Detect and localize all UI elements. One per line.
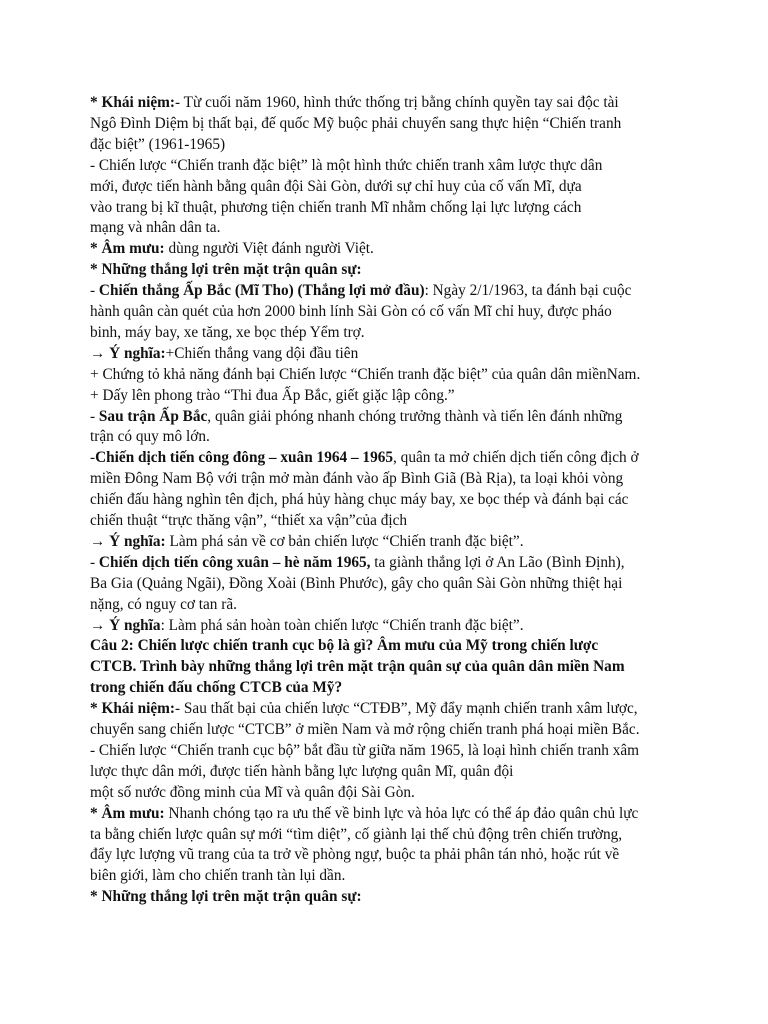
- bold-text: Câu 2: Chiến lược chiến tranh cục bộ là gì? Âm mưu của Mỹ trong chiến lược: [90, 637, 599, 655]
- text-line: [90, 720, 640, 740]
- text-line: [90, 866, 345, 886]
- text-run: -: [90, 553, 99, 571]
- bold-text: Chiến dịch tiến công xuân – hè năm 1965,: [98, 553, 371, 571]
- text-line: [90, 741, 639, 761]
- text-run: , quân ta mở chiến dịch tiến công địch ở: [393, 449, 639, 467]
- text-run: hành quân càn quét của hơn 2000 binh lính Sài Gòn có cố vấn Mĩ chỉ huy, được pháo: [90, 303, 612, 320]
- bold-text: Ý nghĩa: [109, 616, 161, 634]
- text-line: [90, 595, 237, 615]
- text-line: [90, 804, 638, 824]
- bold-text: Chiến dịch tiến công đông – xuân 1964 – 1965: [95, 449, 394, 467]
- text-run: +Chiến thắng vang dội đầu tiên: [165, 344, 359, 362]
- text-line: [90, 135, 225, 155]
- text-line: [90, 845, 619, 865]
- text-run: →: [90, 344, 110, 362]
- text-run: , quân giải phóng nhanh chóng trưởng thành và tiến lên đánh những: [207, 407, 623, 425]
- text-line: [90, 198, 581, 218]
- text-run: nặng, có nguy cơ tan rã.: [90, 595, 237, 613]
- text-line: [90, 574, 622, 594]
- bold-text: * Khái niệm:: [90, 94, 175, 111]
- text-line: [90, 553, 625, 573]
- text-run: mạng và nhân dân ta.: [90, 219, 221, 237]
- text-line: [90, 344, 358, 364]
- text-run: - Chiến lược “Chiến tranh cục bộ” bắt đầu từ giữa năm 1965, là loại hình chiến tranh xâm: [90, 741, 640, 759]
- text-run: đặc biệt” (1961-1965): [90, 135, 226, 153]
- text-run: + Dấy lên phong trào “Thi đua Ấp Bắc, giết giặc lập công.”: [90, 386, 455, 404]
- text-line: [90, 448, 639, 468]
- text-run: lược thực dân mới, được tiến hành bằng lực lượng quân Mĩ, quân đội: [90, 762, 514, 780]
- text-line: [90, 239, 374, 259]
- text-run: + Chứng tỏ khả năng đánh bại Chiến lược “Chiến tranh đặc biệt” của quân dân miềnNam.: [90, 365, 641, 383]
- text-line: [90, 427, 210, 447]
- text-run: trận có quy mô lớn.: [90, 428, 210, 446]
- bold-text: CTCB. Trình bày những thắng lợi trên mặt trận quân sự của quân dân miền Nam: [90, 658, 625, 676]
- text-run: →: [90, 616, 110, 634]
- text-line: [90, 532, 524, 552]
- text-run: : Làm phá sản hoàn toàn chiến lược “Chiến tranh đặc biệt”.: [160, 616, 524, 634]
- bold-text: Ý nghĩa:: [109, 532, 166, 550]
- text-run: - Từ cuối năm 1960, hình thức thống trị bằng chính quyền tay sai độc tài: [174, 94, 619, 111]
- bold-text: trong chiến đấu chống CTCB của Mỹ?: [90, 679, 343, 697]
- text-run: Làm phá sản về cơ bản chiến lược “Chiến tranh đặc biệt”.: [165, 532, 524, 550]
- text-run: -: [90, 449, 96, 467]
- text-line: [90, 323, 365, 343]
- text-line: [90, 93, 619, 113]
- text-run: chiến đấu hàng nghìn tên địch, phá hủy hàng chục máy bay, xe bọc thép và đánh bại các: [90, 491, 629, 509]
- text-line: [90, 469, 623, 489]
- text-line: [90, 281, 631, 301]
- text-line: [90, 762, 513, 782]
- text-run: một số nước đồng minh của Mĩ và quân đội Sài Gòn.: [90, 783, 415, 801]
- text-run: →: [90, 532, 110, 550]
- text-run: biên giới, làm cho chiến tranh tàn lụi dần.: [90, 867, 346, 885]
- text-run: ta giành thắng lợi ở An Lão (Bình Định),: [370, 553, 625, 571]
- text-run: mới, được tiến hành bằng quân đội Sài Gòn, dưới sự chỉ huy của cố vấn Mĩ, dựa: [90, 177, 582, 195]
- text-run: đẩy lực lượng vũ trang của ta trở về phòng ngự, buộc ta phải phân tán nhỏ, hoặc rút về: [90, 846, 620, 864]
- text-run: Ngô Đình Diệm bị thất bại, đế quốc Mỹ buộc phải chuyển sang thực hiện “Chiến tranh: [90, 114, 622, 132]
- text-run: ta bằng chiến lược quân sự mới “tìm diệt”, cố giành lại thế chủ động trên chiến trường,: [90, 825, 623, 843]
- text-line: [90, 657, 625, 677]
- text-run: chiến thuật “trực thăng vận”, “thiết xa vận”của địch: [90, 512, 408, 529]
- bold-text: Chiến thắng Ấp Bắc (Mĩ Tho) (Thắng lợi mở đầu): [98, 282, 425, 300]
- text-run: : Ngày 2/1/1963, ta đánh bại cuộc: [424, 282, 632, 300]
- text-line: [90, 678, 342, 698]
- text-line: [90, 218, 220, 238]
- text-line: [90, 156, 602, 176]
- text-run: miền Đông Nam Bộ với trận mở màn đánh vào ấp Bình Giã (Bà Rịa), ta loại khỏi vòng: [90, 470, 624, 488]
- bold-text: Sau trận Ấp Bắc: [98, 407, 208, 425]
- bold-text: Ý nghĩa:: [109, 344, 166, 362]
- text-line: [90, 177, 582, 197]
- bold-text: * Khái niệm:: [90, 700, 175, 718]
- text-run: binh, máy bay, xe tăng, xe bọc thép Yểm trợ.: [90, 323, 365, 341]
- text-line: [90, 114, 621, 134]
- text-line: [90, 887, 362, 907]
- bold-text: * Những thắng lợi trên mặt trận quân sự:: [90, 261, 362, 279]
- text-line: [90, 783, 415, 803]
- bold-text: * Âm mưu:: [90, 240, 165, 258]
- text-line: [90, 260, 362, 280]
- text-run: vào trang bị kĩ thuật, phương tiện chiến tranh Mĩ nhằm chống lại lực lượng cách: [90, 198, 582, 216]
- text-line: [90, 616, 524, 636]
- text-run: - Sau thất bại của chiến lược “CTĐB”, Mỹ đẩy mạnh chiến tranh xâm lược,: [174, 700, 638, 718]
- text-line: [90, 365, 640, 385]
- text-line: [90, 386, 455, 406]
- text-line: [90, 825, 622, 845]
- text-line: [90, 636, 598, 656]
- text-line: [90, 302, 612, 322]
- text-run: dùng người Việt đánh người Việt.: [164, 240, 374, 258]
- text-run: chuyển sang chiến lược “CTCB” ở miền Nam và mở rộng chiến tranh phá hoại miền Bắc.: [90, 721, 640, 738]
- bold-text: * Âm mưu:: [90, 804, 165, 822]
- text-line: [90, 511, 407, 531]
- text-line: [90, 490, 628, 510]
- text-run: Ba Gia (Quảng Ngãi), Đồng Xoài (Bình Phước), gây cho quân Sài Gòn những thiệt hại: [90, 574, 623, 592]
- text-run: - Chiến lược “Chiến tranh đặc biệt” là một hình thức chiến tranh xâm lược thực dân: [90, 156, 603, 174]
- text-run: -: [90, 282, 99, 300]
- text-line: [90, 407, 622, 427]
- bold-text: * Những thắng lợi trên mặt trận quân sự:: [90, 888, 362, 906]
- text-run: -: [90, 407, 99, 425]
- text-line: [90, 699, 638, 719]
- text-run: Nhanh chóng tạo ra ưu thế về binh lực và hỏa lực có thể áp đảo quân chủ lực: [164, 804, 639, 822]
